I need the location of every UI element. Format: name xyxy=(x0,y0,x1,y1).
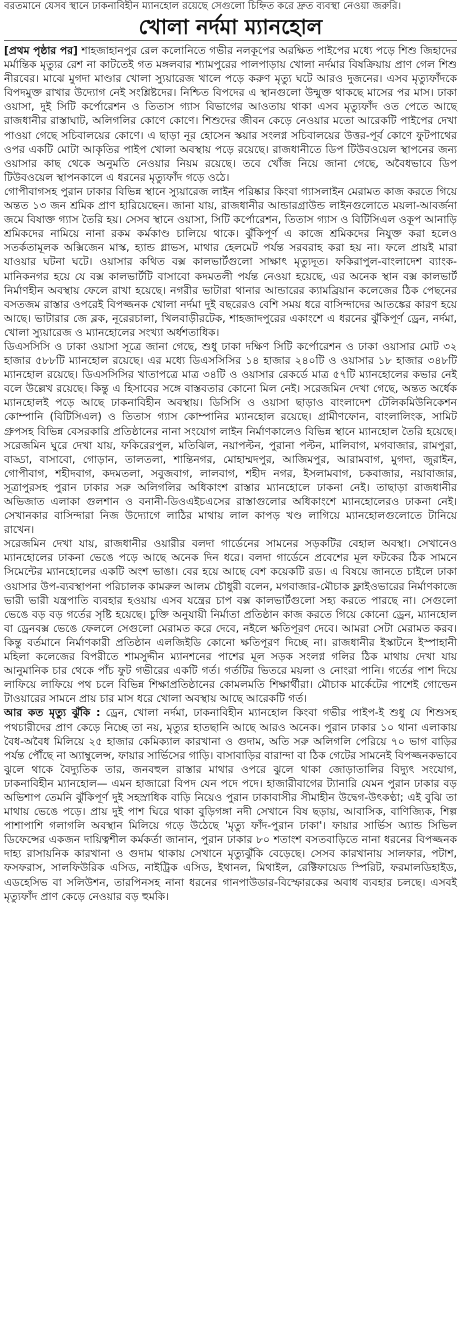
article-paragraph xyxy=(4,185,457,340)
headline: খোলা নর্দমা ম্যানহোল xyxy=(138,15,323,39)
subheading-label: আর কত মৃত্যু ঝুঁকি : xyxy=(4,707,101,720)
paragraph-text: ডিএসসিসি ও ঢাকা ওয়াসা সূত্রে জানা গেছে, শুধু ঢাকা দক্ষিণ সিটি কর্পোরেশন ও ঢাকা ওয়াসার মোট ৩২ হাজার ৫৮৮টি ম্যানহোল রয়েছে। এর মধ্যে ডিএসসিসির ১৪ হাজার ২৪০টি ও ওয়াসার ১৮ হাজার ৩৪৮টি ম্যানহোল রয়েছে। ডিএসসিসির খাতাপত্রে মাত্র ৩৪টি ও ওয়াসার রেকর্ডে মাত্র ৫৭টি ম্যানহোলের কভার নেই বলে উল্লেখ রয়েছে। কিন্তু এ হিসাবের সঙ্গে বাস্তবতার কোনো মিল নেই। সরেজমিন দেখা গেছে, অন্তত অর্ধেক ম্যানহোলই পড়ে আছে ঢাকনাবিহীন অবস্থায়। ডিসিসি ও ওয়াসা ছাড়াও বাংলাদেশ টেলিকমিউনিকেশন কোম্পানি (বিটিসিএল) ও তিতাস গ্যাস কোম্পানির ম্যানহোল রয়েছে। গ্রামীণফোন, বাংলালিংক, সামিট গ্রুপসহ বিভিন্ন বেসরকারি প্রতিষ্ঠানের নানা সংযোগ লাইন নির্মাণকালেও বিভিন্ন স্থানে ম্যানহোল তৈরি হয়েছে। সরেজমিন ঘুরে দেখা যায়, ফকিরেরপুল, মতিঝিল, নয়াপল্টন, পুরানা পল্টন, মালিবাগ, মগবাজার, রামপুরা, বাড্ডা, বাসাবো, গোড়ান, তালতলা, শান্তিনগর, মোহাম্মদপুর, আজিমপুর, আরামবাগ, মুগদা, জুরাইন, গোপীবাগ, শহীদবাগ, কদমতলা, সবুজবাগ, লালবাগ, শহীদ নগর, ইসলামবাগ, চকবাজার, নয়াবাজার, সূত্রাপুরসহ পুরান ঢাকার সরু অলিগলির অধিকাংশ রাস্তার ম্যানহোলে ঢাকনা নেই। তাছাড়া রাজধানীর অভিজাত এলাকা গুলশান ও বনানী-ডিওএইচএসের রাস্তাগুলোর অধিকাংশে ম্যানহোলেরও ঢাকনা নেই। সেখানকার বাসিন্দারা নিজ উদ্যোগে লাঠির মাথায় লাল কাপড় খণ্ড লাগিয়ে ম্যানহোলগুলোতে টানিয়ে রাখেন। xyxy=(4,340,457,537)
article-paragraph xyxy=(4,537,457,706)
article-paragraph xyxy=(4,44,457,185)
paragraph-text: গোপীবাগসহ পুরান ঢাকার বিভিন্ন স্থানে স্যুয়ারেজ লাইন পরিষ্কার কিংবা গ্যাসলাইন মেরামত কাজ করতে গিয়ে অন্তত ১৩ জন শ্রমিক প্রাণ হারিয়েছেন। জানা যায়, রাজধানীর আন্ডারগ্রাউন্ড লাইনগুলোতে ময়লা-আবর্জনা জমে বিষাক্ত গ্যাস তৈরি হয়। সেসব স্থানে ওয়াসা, সিটি কর্পোরেশন, তিতাস গ্যাস ও বিটিসিএল ওকূপ আনাড়ি শ্রমিকদের নামিয়ে নানা রকম কর্মকাণ্ড চালিয়ে থাকে। ঝুঁকিপূর্ণ এ কাজে শ্রমিকদের নিযুক্ত করা হলেও সতর্কতামূলক অক্সিজেন মাস্ক, হ্যান্ড গ্লাভস, মাথার হেলমেট পর্যন্ত সরবরাহ করা হয় না। ফলে প্রায়ই মারা যাওয়ার ঘটনা ঘটে। ওয়াসার কথিত বক্স কালভার্টগুলো সাক্ষাৎ মৃত্যুদূত। ফকিরাপুল-বাংলাদেশ ব্যাংক-মানিকনগর হয়ে যে বক্স কালভার্টটি বাসাবো কদমতলী পর্যন্ত নেওয়া হয়েছে, এর অনেক স্থান বক্স কালভার্ট নির্মাণহীন অবস্থায় ফেলে রাখা হয়েছে। নগরীর ভাটারা থানার আন্ডারের ক্যামব্রিয়ান কলেজের ঠিক পেছনের বসতজম রাস্তার ওপরেই বিপজ্জনক খোলা নর্দমা দুই বছরেরও বেশি সময় ধরে বাসিন্দাদের আতঙ্কের কারণ হয়ে আছে। ভাটারার জে ব্লক, নূরেরচালা, খিলবাড়ীরটেক, শাহজাদপুরের একাংশে এ ধরনের ঝুঁকিপূর্ণ ড্রেন, নর্দমা, খোলা স্যুয়ারেজ ও ম্যানহোলের সংখ্যা অর্ধশতাধিক। xyxy=(4,185,457,339)
paragraph-text: ড্রেন, খোলা নর্দমা, ঢাকনাবিহীন ম্যানহোল কিংবা গভীর পাইপ-ই শুধু যে শিশুসহ পথচারীদের প্রাণ কেড়ে নিচ্ছে তা নয়, মৃত্যুর হাতছানি আছে আরও অনেক। পুরান ঢাকার ১০ থানা এলাকায় বৈধ-অবৈধ মিলিয়ে ২৫ হাজার কেমিক্যাল কারখানা ও গুদাম, অতি সরু অলিগলি পেরিয়ে ৭০ ভাগ বাড়ির পর্যন্ত পৌঁছে না অ্যাম্বুলেন্স, ফায়ার সার্ভিসের গাড়ি। বাসাবাড়ির বারান্দা বা ঠিক গেটের সামনেই বিপজ্জনকভাবে ঝুলে থাকে বৈদ্যুতিক তার, জনবহুল রাস্তার মাথার ওপরে ঝুলে থাকা জোড়াতালির বিদ্যুৎ সংযোগ, ঢাকনাবিহীন ম্যানহোল— এমন হাজারো বিপদ যেন পদে পদে। হাজারীবাগের ট্যানারি যেমন পুরান ঢাকার বড় অভিশাপ তেমনি ঝুঁকিপূর্ণ দুই সহস্রাধিক বাড়ি নিয়েও পুরান ঢাকাবাসীর সীমাহীন উদ্বেগ-উৎকণ্ঠা; এই বুঝি তা মাথায় ভেঙে পড়ে। প্রায় দুই পাশ ঘিরে থাকা বুড়িগঙ্গা নদী সেখানে বিষ ছড়ায়, আবাসিক, বাণিজ্যিক, শিল্প পাশাপাশি গলাগলি অবস্থান মিলিয়ে গড়ে উঠেছে 'মৃত্যু ফাঁদ-পুরান ঢাকা'। ফায়ার সার্ভিস অ্যান্ড সিভিল ডিফেন্সের একজন দায়িত্বশীল কর্মকর্তা জানান, পুরান ঢাকার ৮০ শতাংশ বসতবাড়িতে নানা ধরনের বিপজ্জনক দাহ্য রাসায়নিক কারখানা ও গুদাম থাকায় সেখানে মৃত্যুঝুঁকি বেড়েছে। সেসব কারখানায় সালফার, পটাশ, ফসফরাস, সালফিউরিক এসিড, নাইট্রিক এসিড, ইথানল, মিথাইল, রেক্টিফায়েড স্পিরিট, ফরমালডিহাইড, এডহেসিভ বা সলিউশন, তারপিনসহ নানা ধরনের গানপাউডার-বিস্ফোরকের অবাধ ব্যবহার চলছে। এসবই মৃত্যুফাঁদ প্রাণ কেড়ে নেওয়ার বড় হুমকি। xyxy=(4,707,457,903)
headline-row xyxy=(4,14,457,41)
continuation-label: [প্রথম পৃষ্ঠার পর] xyxy=(4,45,78,57)
article-paragraph xyxy=(4,340,457,537)
paragraph-text: শাহজাহানপুর রেল কলোনিতে গভীর নলকূপের অরক্ষিত পাইপের মধ্যে পড়ে শিশু জিহাদের মর্মান্তিক মৃত্যুর রেশ না কাটতেই গত মঙ্গলবার শ্যামপুরের পালপাড়ায় খোলা নর্দমার বিষক্রিয়ায় প্রাণ গেল শিশু নীরবের। মাঝে মুগদা মাণ্ডার খোলা স্যুয়ারেজ খালে পড়ে করুণ মৃত্যু ঘটে আরও দুজনের। এসব মৃত্যুফাঁদকে বিপদমুক্ত রাখার উদ্যোগ নেই সংশ্লিষ্টদের। নিশ্চিত বিপদের এ স্থানগুলো উন্মুক্ত থাকছে মাসের পর মাস। ঢাকা ওয়াসা, দুই সিটি কর্পোরেশন ও তিতাস গ্যাস বিভাগের আওতায় থাকা এসব মৃত্যুফাঁদ ওত পেতে আছে রাজধানীর রাস্তাঘাট, অলিগলির কোণে কোণে। শিশুদের জীবন কেড়ে নেওয়ার মতো আরেকটি পাইপের দেখা পাওয়া গেছে সচিবালয়ের কোণে। এ ছাড়া নূর হোসেন স্কয়ার সংলগ্ন সচিবালয়ের উত্তর-পূর্ব কোণে ফুটপাথের ওপর একটি মোটা আকৃতির পাইপ খোলা অবস্থায় পড়ে রয়েছে। রাজধানীতে ডিপ টিউবওয়েল স্থাপনের জন্য ওয়াসার কাছ থেকে অনুমতি নেওয়ার নিয়ম রয়েছে। তবে খোঁজ নিয়ে জানা গেছে, অবৈধভাবে ডিপ টিউবওয়েল স্থাপনকালে এ ধরনের মৃত্যুফাঁদ গড়ে ওঠে। xyxy=(4,45,457,184)
previous-article-strip: বরতমানে যেসব স্থানে ঢাকনাবিহীন ম্যানহোল রয়েছে সেগুলো চিহ্নিত করে দ্রুত ব্যবস্থা নেওয়া জরুরি। xyxy=(4,1,402,12)
article-paragraph xyxy=(4,706,457,903)
paragraph-text: সরেজমিন দেখা যায়, রাজধানীর ওয়ারীর বলদা গার্ডেনের সামনের সড়কটির বেহাল অবস্থা। সেখানেও ম্যানহোলের ঢাকনা ভেঙে পড়ে আছে অনেক দিন ধরে। বলদা গার্ডেনে প্রবেশের মূল ফটকের ঠিক সামনে সিমেন্টের ম্যানহোলের একটি অংশ ভাঙা। বের হয়ে আছে বেশ কয়েকটি রড। এ বিষয়ে জানতে চাইলে ঢাকা ওয়াসার উপ-ব্যবস্থাপনা পরিচালক কামরুল আলম চৌধুরী বলেন, মগবাজার-মৌচাক ফ্লাইওভারের নির্মাণকাজে ভারী ভারী যন্ত্রপাতি ব্যবহার হওয়ায় এসব যন্ত্রের চাপ বক্স কালভার্টগুলো সহ্য করতে পারছে না। সেগুলো ভেঙে বড় বড় গর্তের সৃষ্টি হয়েছে। চুক্তি অনুযায়ী নির্মাতা প্রতিষ্ঠান কাজ করতে গিয়ে কোনো ড্রেন, ম্যানহোল বা ড্রেনবক্স ভেঙে ফেললে সেগুলো মেরামত করে দেবে, নইলে ক্ষতিপূরণ দেবে। আমরা সেটা মেরামত করব। কিন্তু বর্তমানে নির্মাণকারী প্রতিষ্ঠান এলজিইডি কোনো ক্ষতিপূরণ দিচ্ছে না। রাজধানীর ইস্কাটনে ইস্পাহানী মহিলা কলেজের বিপরীতে শামসুদ্দীন ম্যানশনের পাশের মূল সড়ক সংলগ্ন গলির ঠিক মাথায় দেখা যায় আনুমানিক চার থেকে পাঁচ ফুট গভীরের একটি গর্ত। গর্তটির ভিতরে ময়লা ও নোংরা পানি। গর্তের পাশ দিয়ে লাফিয়ে লাফিয়ে পথ চলে বিভিন্ন শিক্ষাপ্রতিষ্ঠানের কোমলমতি শিক্ষার্থীরা। মৌচাক মার্কেটের পাশেই গোল্ডেন টাওয়ারের সামনে প্রায় চার মাস ধরে খোলা অবস্থায় আছে আরেকটি গর্ত। xyxy=(4,538,457,706)
